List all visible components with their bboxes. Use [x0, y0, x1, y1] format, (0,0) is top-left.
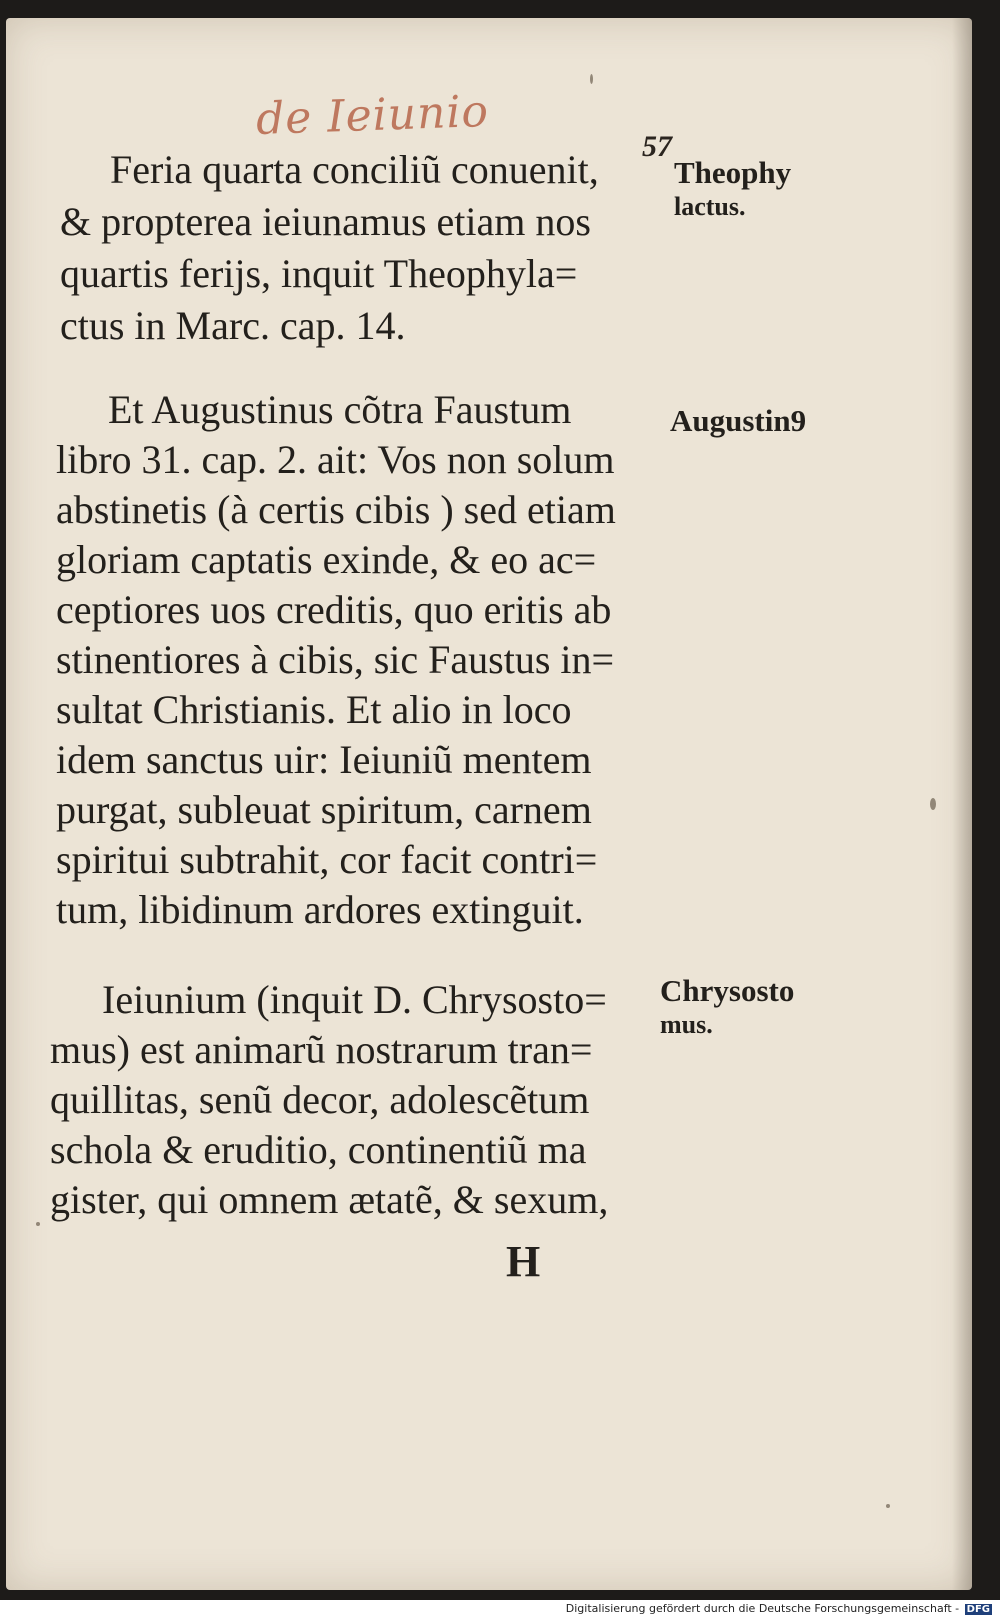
text-line: Ieiunium (inquit D. Chrysosto=	[102, 977, 607, 1022]
text-line: ceptiores uos creditis, quo eritis ab	[56, 587, 612, 632]
paper-speck	[930, 798, 936, 810]
text-line: libro 31. cap. 2. ait: Vos non solum	[56, 437, 615, 482]
text-line: purgat, subleuat spiritum, carnem	[56, 787, 592, 832]
text-line: mus) est animarũ nostrarum tran=	[50, 1027, 593, 1072]
marginal-line: Augustin9	[670, 403, 807, 438]
marginal-note-chrysostomus	[660, 974, 794, 1042]
page-gutter-shadow	[952, 18, 972, 1590]
handwritten-annotation: de Ieiunio	[255, 85, 490, 146]
text-line: idem sanctus uir: Ieiuniũ mentem	[56, 737, 592, 782]
digitization-credit	[566, 1602, 992, 1615]
book-page	[6, 18, 972, 1590]
text-line: abstinetis (à certis cibis ) sed etiam	[56, 487, 616, 532]
text-line: Et Augustinus cõtra Faustum	[108, 387, 572, 432]
marginal-note-augustinus	[670, 404, 806, 438]
marginal-line: Theophy	[674, 155, 792, 190]
text-line: quillitas, senũ decor, adolescẽtum	[50, 1077, 590, 1122]
text-line: schola & eruditio, continentiũ ma	[50, 1127, 587, 1172]
paper-speck	[886, 1504, 890, 1508]
signature-mark: H	[506, 1237, 541, 1286]
text-line: gloriam captatis exinde, & eo ac=	[56, 537, 597, 582]
credit-text: Digitalisierung gefördert durch die Deutsche Forschungsgemeinschaft -	[565, 1602, 960, 1615]
text-line: & propterea ieiunamus etiam nos	[60, 199, 591, 244]
text-line: ctus in Marc. cap. 14.	[60, 303, 406, 348]
text-line: tum, libidinum ardores extinguit.	[56, 887, 584, 932]
text-line: gister, qui omnem ætatẽ, & sexum,	[50, 1177, 609, 1222]
paper-speck	[36, 1222, 40, 1226]
paper-speck	[590, 74, 593, 84]
text-line: quartis ferijs, inquit Theophyla=	[60, 251, 578, 296]
text-line: stinentiores à cibis, sic Faustus in=	[56, 637, 615, 682]
text-line: spiritui subtrahit, cor facit contri=	[56, 837, 598, 882]
folio-number: 57	[642, 130, 672, 163]
marginal-line: mus.	[660, 1010, 713, 1039]
dfg-logo: DFG	[966, 1604, 990, 1615]
marginal-line: lactus.	[674, 192, 746, 221]
text-line: Feria quarta conciliũ conuenit,	[110, 147, 599, 192]
marginal-line: Chrysosto	[660, 973, 795, 1008]
marginal-note-theophylactus	[674, 156, 791, 224]
text-line: sultat Christianis. Et alio in loco	[56, 687, 572, 732]
